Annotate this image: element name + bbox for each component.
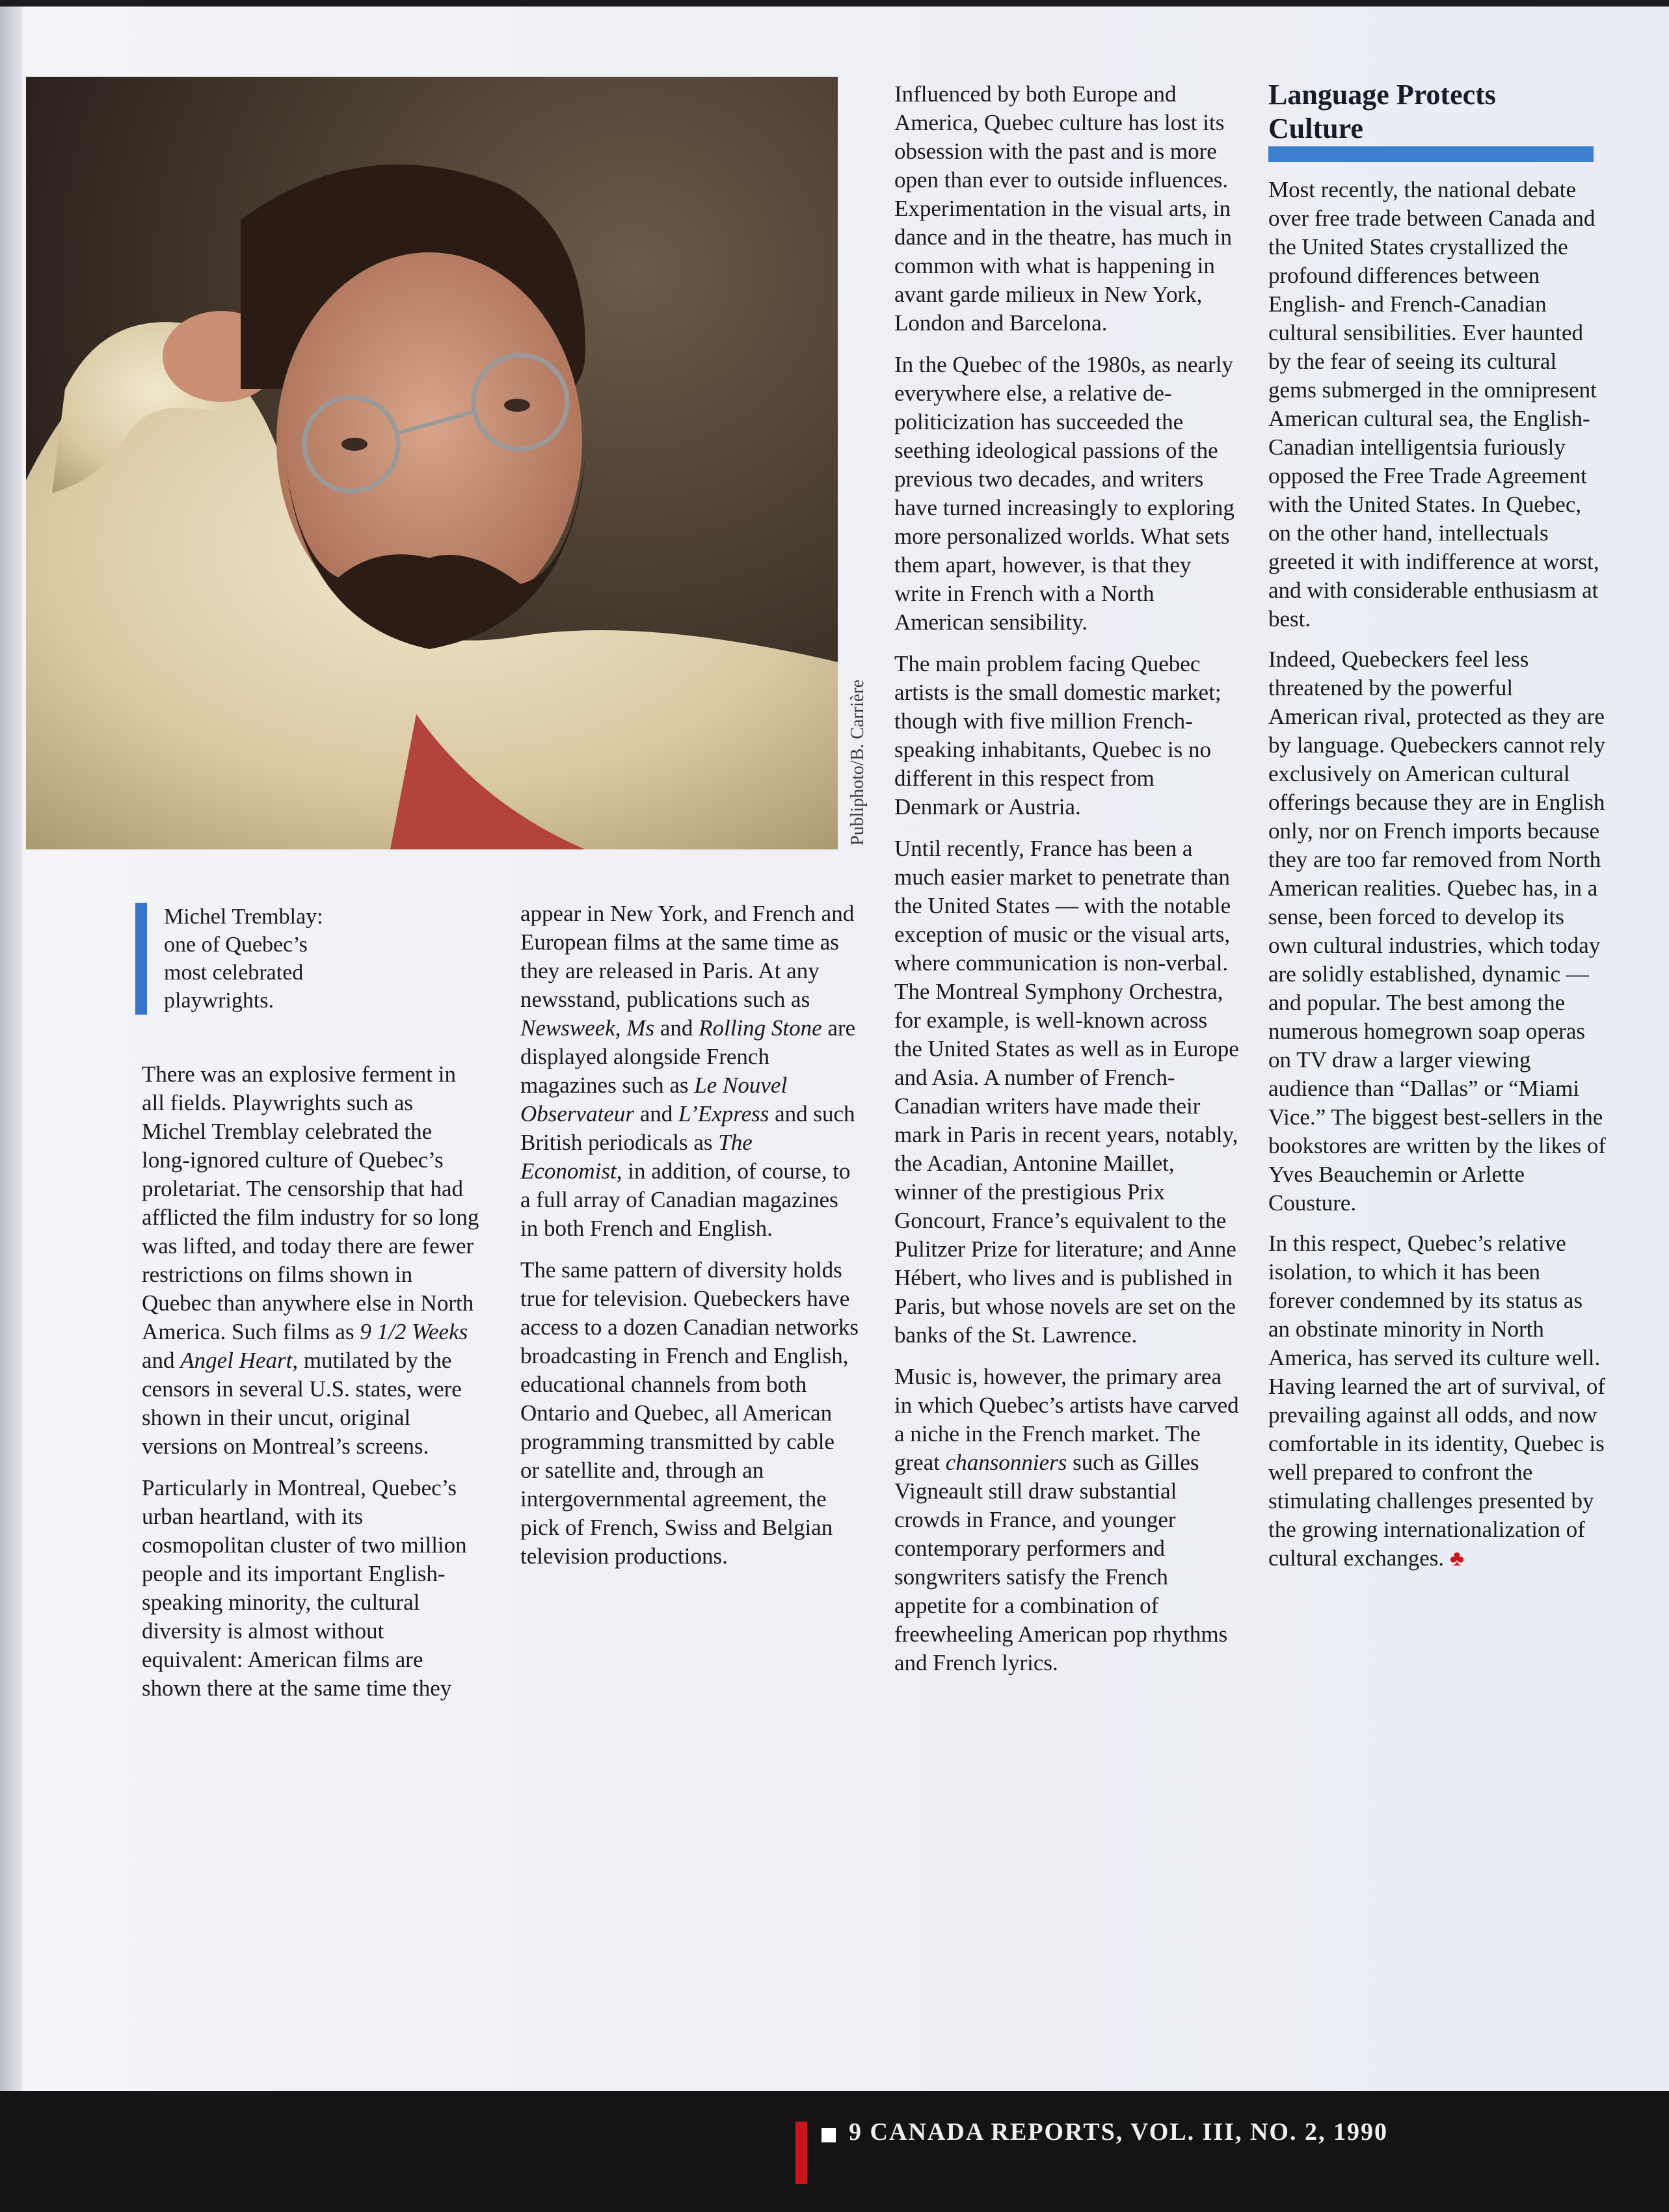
paragraph — [520, 899, 859, 1243]
text-run: , mutilated by the censors in several U.S. states, were shown in their uncut, original versions on Montreal’s screens. — [142, 1348, 462, 1459]
paragraph — [142, 1060, 480, 1461]
text-run: and — [142, 1348, 181, 1373]
sidebar-heading — [1268, 78, 1594, 146]
caption-line: Michel Tremblay: — [164, 905, 323, 929]
portrait-illustration — [26, 77, 838, 849]
heading-line: Language Protects — [1268, 79, 1496, 111]
text-run: , — [615, 1015, 627, 1041]
caption-line: most celebrated — [164, 961, 304, 985]
paragraph — [894, 1363, 1239, 1677]
text-run: , in addition, of course, to a full array of Canadian magazines in both French and English. — [520, 1158, 851, 1241]
text-run: and such British periodicals as — [520, 1101, 855, 1155]
text-run: and — [654, 1015, 699, 1041]
paragraph: Indeed, Quebeckers feel less threatened by the powerful American rival, protected as they are by language. Quebeckers cannot rely exclusively on American cultural offerings because they are in English only, nor on French imports because they are too far removed from North American realities. Quebec has, in a sense, been forced to develop its own cultural industries, which today are solidly established, dynamic — and popular. The best among the numerous homegrown soap operas on TV draw a larger viewing audience than “Dallas” or “Miami Vice.” The biggest best-sellers in the bookstores are written by the likes of Yves Beauchemin or Arlette Cousture. — [1268, 646, 1607, 1216]
film-title: 9 1/2 Weeks — [360, 1319, 468, 1344]
emphasis: chansonniers — [945, 1450, 1067, 1475]
publication-title: Newsweek — [520, 1015, 615, 1041]
sidebar-rule — [1268, 146, 1594, 162]
text-run: In this respect, Quebec’s relative isolation, to which it has been forever condemned by its status as an obstinate minority in North America, has served its culture well. Having learned the art of survival, of prevailing against all odds, and now comfortable in its identity, Quebec is well prepared to confront the stimulating challenges presented by the growing internationalization of cultural exchanges. — [1268, 1231, 1606, 1571]
page-fold-shadow — [0, 7, 22, 2091]
caption-line: playwrights. — [164, 989, 274, 1013]
paragraph: Most recently, the national debate over free trade between Canada and the United States crystallized the profound differences between English- and French-Canadian cultural sensibilities. Ever haunted by the fear of seeing its cultural gems submerged in the omnipresent American cultural sea, the English-Canadian intelligentsia furiously opposed the Free Trade Agreement with the United States. In Quebec, on the other hand, intellectuals greeted it with indifference at worst, and with considerable enthusiasm at best. — [1268, 177, 1599, 632]
footer-issue-line: 9 CANADA REPORTS, VOL. III, NO. 2, 1990 — [849, 2118, 1388, 2146]
paragraph: Particularly in Montreal, Quebec’s urban heartland, with its cosmopolitan cluster of two million people and its important English-speaking minority, the cultural diversity is almost without equivalent: American films are shown there at the same time they — [142, 1475, 467, 1701]
footer-red-bar — [795, 2122, 807, 2184]
footer-square-icon — [821, 2128, 836, 2142]
publication-title: Le Nouvel Observateur — [520, 1073, 788, 1126]
publication-title: Ms — [626, 1015, 655, 1041]
paragraph: The same pattern of diversity holds true for television. Quebeckers have access to a dozen Canadian networks broadcasting in French and English, educational channels from both Ontario and Quebec, all American programming transmitted by cable or satellite and, through an intergovernmental agreement, the pick of French, Swiss and Belgian television productions. — [520, 1257, 859, 1569]
publication-title: Rolling Stone — [699, 1015, 822, 1041]
text-run: There was an explosive ferment in all fields. Playwrights such as Michel Tremblay celebrated the long-ignored culture of Quebec’s proletariat. The censorship that had afflicted the film industry for so long was lifted, and today there are fewer restrictions on films shown in Quebec than anywhere else in North America. Such films as — [142, 1061, 479, 1344]
caption-line: one of Quebec’s — [164, 933, 308, 957]
text-run: such as Gilles Vigneault still draw substantial crowds in France, and younger contemporary performers and songwriters satisfy the French appetite for a combination of freewheeling American pop rhythms and French lyrics. — [894, 1450, 1228, 1675]
article-column-2 — [520, 899, 859, 1584]
paragraph — [1268, 1229, 1607, 1573]
publication-title: The Economist — [520, 1130, 753, 1184]
photo-credit: Publiphoto/B. Carrière — [848, 679, 868, 846]
heading-line: Culture — [1268, 113, 1363, 144]
film-title: Angel Heart — [180, 1348, 293, 1373]
footer-band — [0, 2091, 1669, 2212]
sidebar-column — [1268, 176, 1607, 1585]
article-column-1 — [142, 1060, 480, 1716]
magazine-page — [0, 7, 1669, 2091]
portrait-photo — [26, 77, 838, 849]
text-run: appear in New York, and French and European films at the same time as they are released in Paris. At any newsstand, publications such as — [520, 901, 855, 1012]
text-run: are displayed alongside French magazines such as — [520, 1015, 856, 1098]
maple-leaf-icon: ♣ — [1449, 1547, 1465, 1571]
publication-title: L’Express — [678, 1101, 769, 1126]
text-run: Music is, however, the primary area in which Quebec’s artists have carved a niche in the French market. The great — [894, 1364, 1239, 1475]
article-column-3 — [894, 80, 1239, 1690]
photo-caption — [135, 903, 411, 1015]
paragraph: The main problem facing Quebec artists is the small domestic market; though with five million French-speaking inhabitants, Quebec is no different in this respect from Denmark or Austria. — [894, 651, 1222, 820]
paragraph: Until recently, France has been a much easier market to penetrate than the United States — with the notable exception of music or the visual arts, where communication is non-verbal. The Montreal Symphony Orchestra, for example, is well-known across the United States as well as in Europe and Asia. A number of French-Canadian writers have made their mark in Paris in recent years, notably, the Acadian, Antonine Maillet, winner of the prestigious Prix Goncourt, France’s equivalent to the Pulitzer Prize for literature; and Anne Hébert, who lives and is published in Paris, but whose novels are set on the banks of the St. Lawrence. — [894, 836, 1239, 1348]
text-run: and — [634, 1101, 679, 1126]
paragraph: In the Quebec of the 1980s, as nearly everywhere else, a relative de-politicization has succeeded the seething ideological passions of the previous two decades, and writers have turned increasingly to exploring more personalized worlds. What sets them apart, however, is that they write in French with a North American sensibility. — [894, 352, 1235, 635]
paragraph: Influenced by both Europe and America, Quebec culture has lost its obsession with the past and is more open than ever to outside influences. Experimentation in the visual arts, in dance and in the theatre, has much in common with what is happening in avant garde milieux in New York, London and Barcelona. — [894, 81, 1232, 336]
